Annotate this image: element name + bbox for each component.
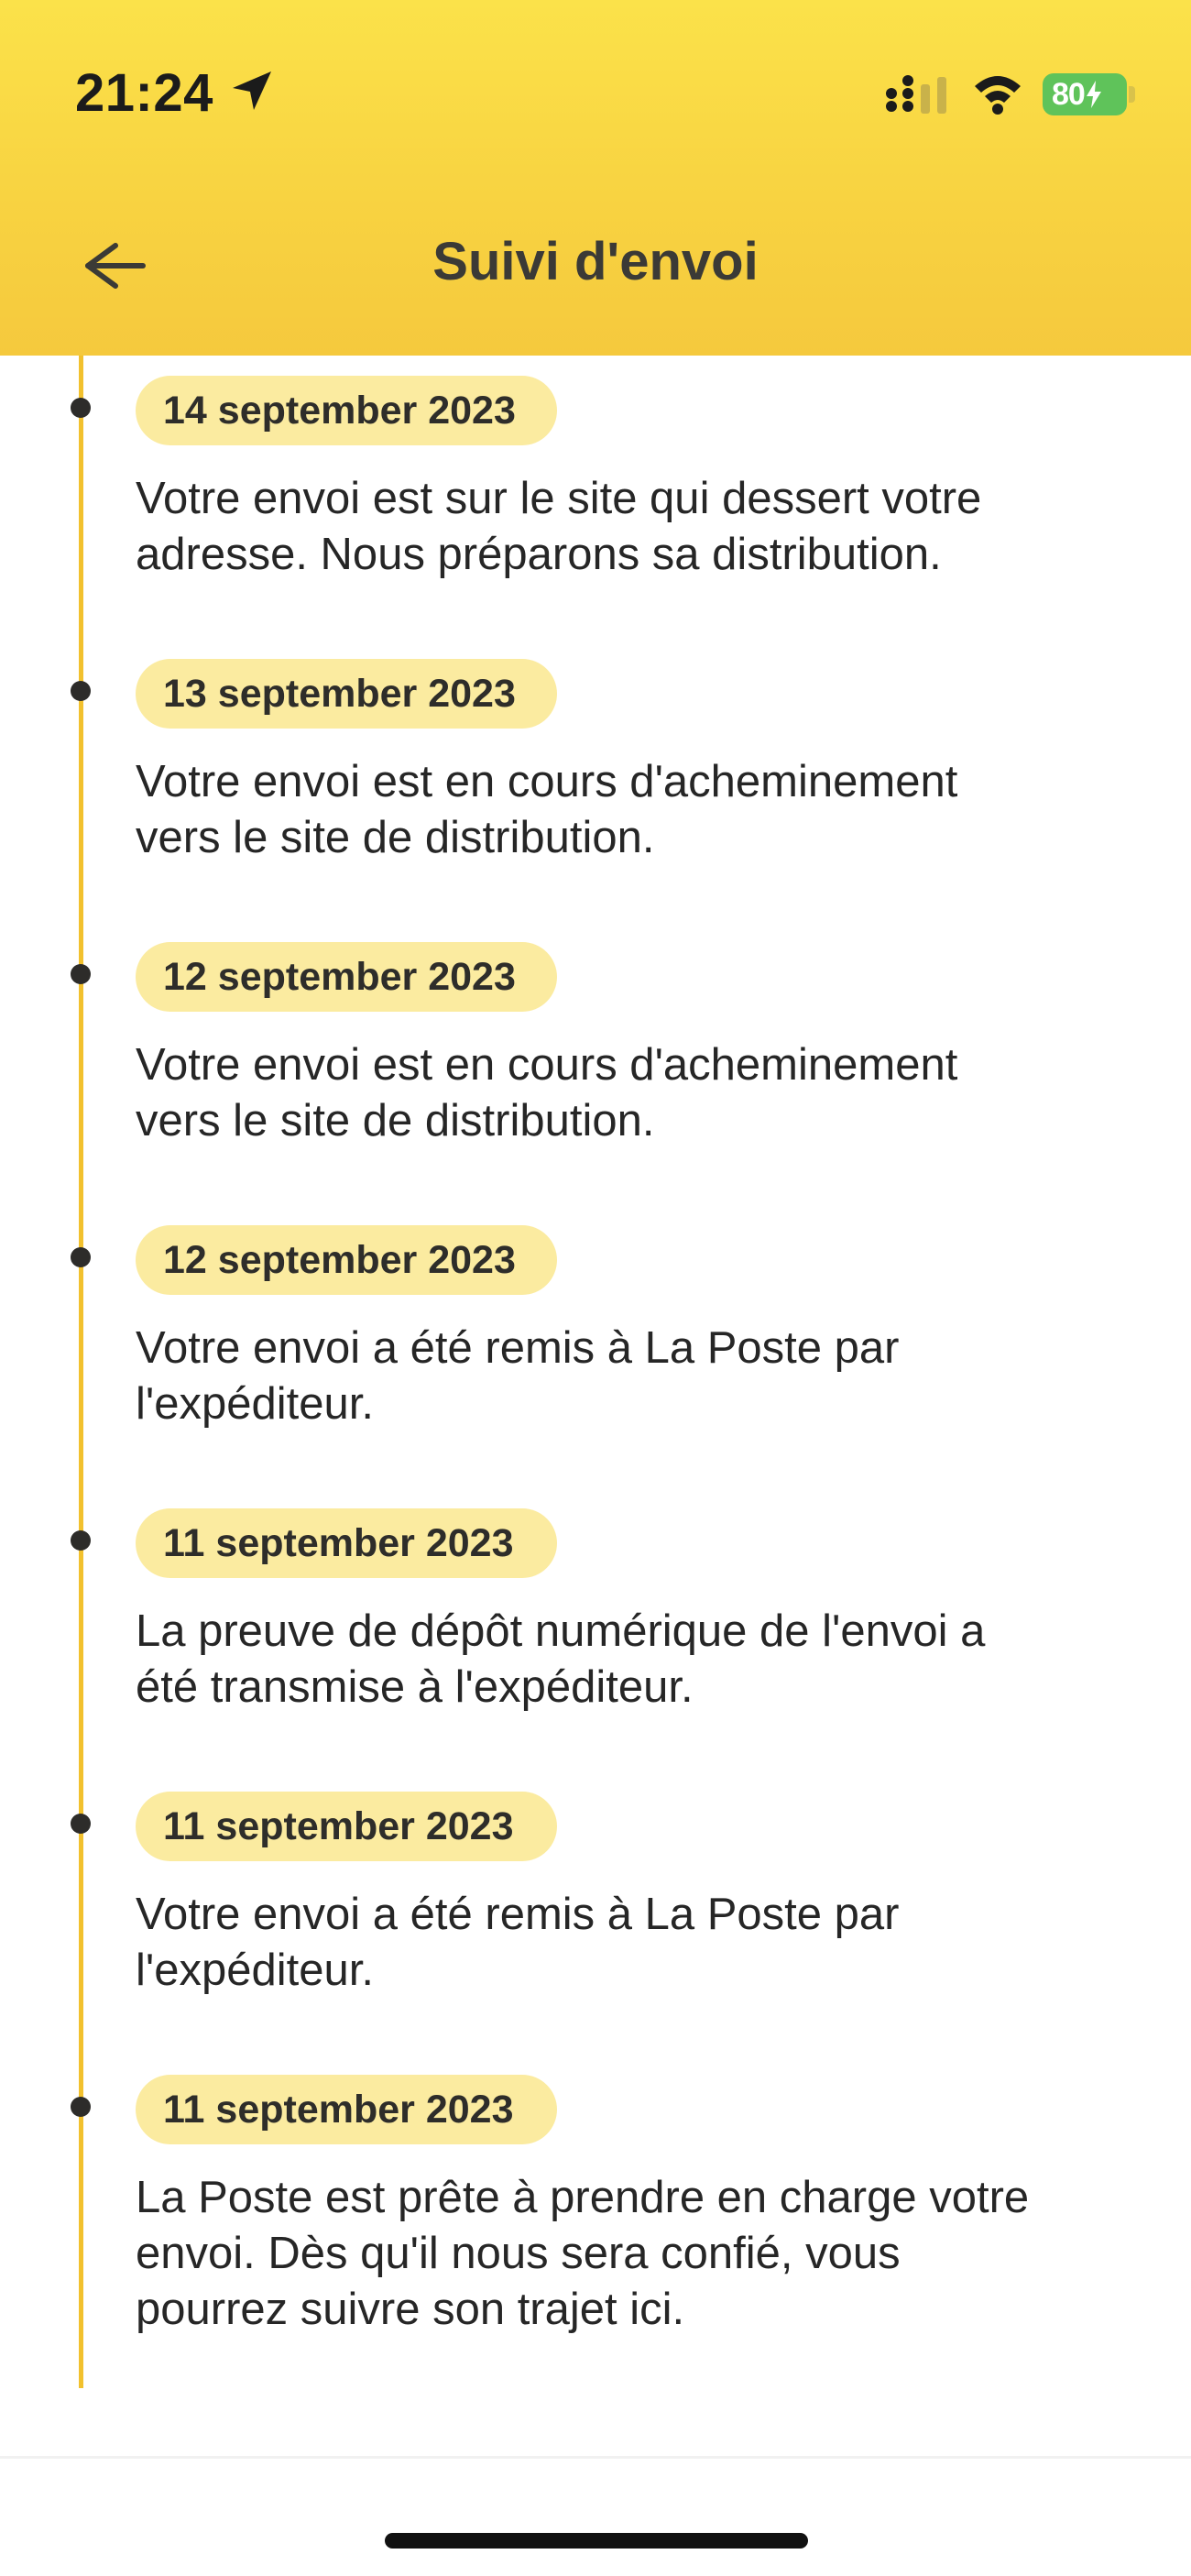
event-date-badge: 12 september 2023: [136, 1225, 557, 1295]
event-line: été transmise à l'expéditeur.: [136, 1662, 694, 1712]
timeline-dot: [71, 1814, 91, 1834]
event-date-badge: 13 september 2023: [136, 659, 557, 729]
event-line: adresse. Nous préparons sa distribution.: [136, 530, 942, 579]
event-description: [136, 1887, 1125, 1999]
cellular-signal-icon: [884, 75, 954, 117]
event-line: La Poste est prête à prendre en charge votre: [136, 2173, 1030, 2222]
event-date-badge: 11 september 2023: [136, 1792, 557, 1861]
event-date-badge: 11 september 2023: [136, 2075, 557, 2144]
timeline-dot: [71, 1247, 91, 1267]
event-date-badge: 14 september 2023: [136, 376, 557, 445]
event-line: l'expéditeur.: [136, 1379, 374, 1429]
battery-cap: [1129, 86, 1135, 103]
event-date-badge: 11 september 2023: [136, 1508, 557, 1578]
timeline-dot: [71, 398, 91, 418]
charging-bolt-icon: [1086, 81, 1102, 108]
timeline-dot: [71, 681, 91, 701]
timeline-dot: [71, 1530, 91, 1551]
wifi-icon: [971, 71, 1024, 115]
event-line: pourrez suivre son trajet ici.: [136, 2285, 685, 2334]
event-description: [136, 1037, 1125, 1149]
event-line: Votre envoi a été remis à La Poste par: [136, 1890, 900, 1939]
timeline-dot: [71, 2097, 91, 2117]
event-line: Votre envoi est sur le site qui dessert votre: [136, 474, 982, 523]
event-description: [136, 1321, 1125, 1432]
status-time: 21:24: [75, 63, 213, 123]
battery-level: 80: [1052, 77, 1085, 112]
location-arrow-icon: [229, 68, 275, 114]
home-indicator[interactable]: [385, 2533, 808, 2549]
event-line: La preuve de dépôt numérique de l'envoi a: [136, 1606, 986, 1656]
event-line: vers le site de distribution.: [136, 1096, 655, 1145]
event-line: Votre envoi est en cours d'acheminement: [136, 1040, 958, 1090]
event-line: envoi. Dès qu'il nous sera confié, vous: [136, 2229, 901, 2278]
event-description: [136, 2170, 1125, 2338]
battery-indicator: [1043, 73, 1127, 115]
event-date-badge: 12 september 2023: [136, 942, 557, 1012]
page-title: Suivi d'envoi: [432, 232, 759, 291]
event-line: Votre envoi est en cours d'acheminement: [136, 757, 958, 806]
timeline-line: [79, 356, 83, 2388]
event-description: [136, 754, 1125, 866]
event-description: [136, 471, 1125, 583]
status-bar: [0, 0, 1191, 183]
event-line: Votre envoi a été remis à La Poste par: [136, 1323, 900, 1373]
header: [0, 0, 1191, 356]
event-line: vers le site de distribution.: [136, 813, 655, 862]
footer-divider: [0, 2456, 1191, 2459]
timeline-dot: [71, 964, 91, 984]
event-line: l'expéditeur.: [136, 1946, 374, 1995]
event-description: [136, 1604, 1125, 1716]
